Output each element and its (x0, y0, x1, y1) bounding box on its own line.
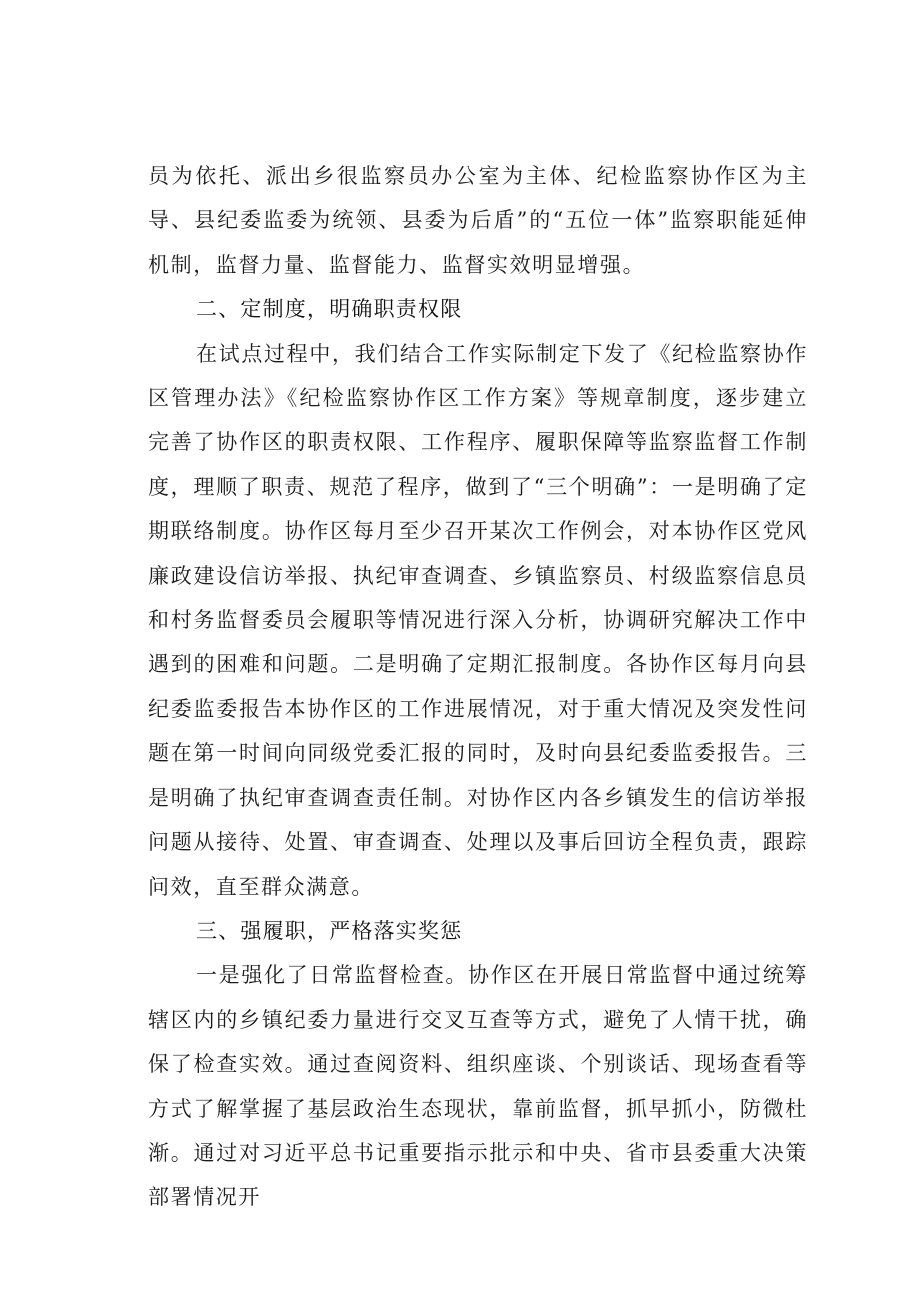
body-paragraph-2: 在试点过程中，我们结合工作实际制定下发了《纪检监察协作区管理办法》《纪检监察协作区工作方案》等规章制度，逐步建立完善了协作区的职责权限、工作程序、履职保障等监察监督工作制度，理顺了职责、规范了程序，做到了“三个明确”：一是明确了定期联络制度。协作区每月至少召开某次工作例会，对本协作区党风廉政建设信访举报、执纪审查调查、乡镇监察员、村级监察信息员和村务监督委员会履职等情况进行深入分析，协调研究解决工作中遇到的困难和问题。二是明确了定期汇报制度。各协作区每月向县纪委监委报告本协作区的工作进展情况，对于重大情况及突发性问题在第一时间向同级党委汇报的同时，及时向县纪委监委报告。三是明确了执纪审查调查责任制。对协作区内各乡镇发生的信访举报问题从接待、处置、审查调查、处理以及事后回访全程负责，跟踪问效，直至群众满意。 (148, 341, 808, 899)
body-paragraph-1: 员为依托、派出乡很监察员办公室为主体、纪检监察协作区为主导、县纪委监委为统领、县委为后盾”的“五位一体”监察职能延伸机制，监督力量、监督能力、监督实效明显增强。 (148, 164, 808, 277)
body-paragraph-3: 一是强化了日常监督检查。协作区在开展日常监督中通过统筹辖区内的乡镇纪委力量进行交叉互查等方式，避免了人情干扰，确保了检查实效。通过查阅资料、组织座谈、个别谈话、现场查看等方式了解掌握了基层政治生态现状，靠前监督，抓早抓小，防微杜渐。通过对习近平总书记重要指示批示和中央、省市县委重大决策部署情况开 (148, 963, 808, 1210)
section-heading-2: 二、定制度，明确职责权限 (196, 297, 463, 322)
document-body (148, 154, 808, 1220)
section-heading-3: 三、强履职，严格落实奖惩 (196, 918, 463, 943)
